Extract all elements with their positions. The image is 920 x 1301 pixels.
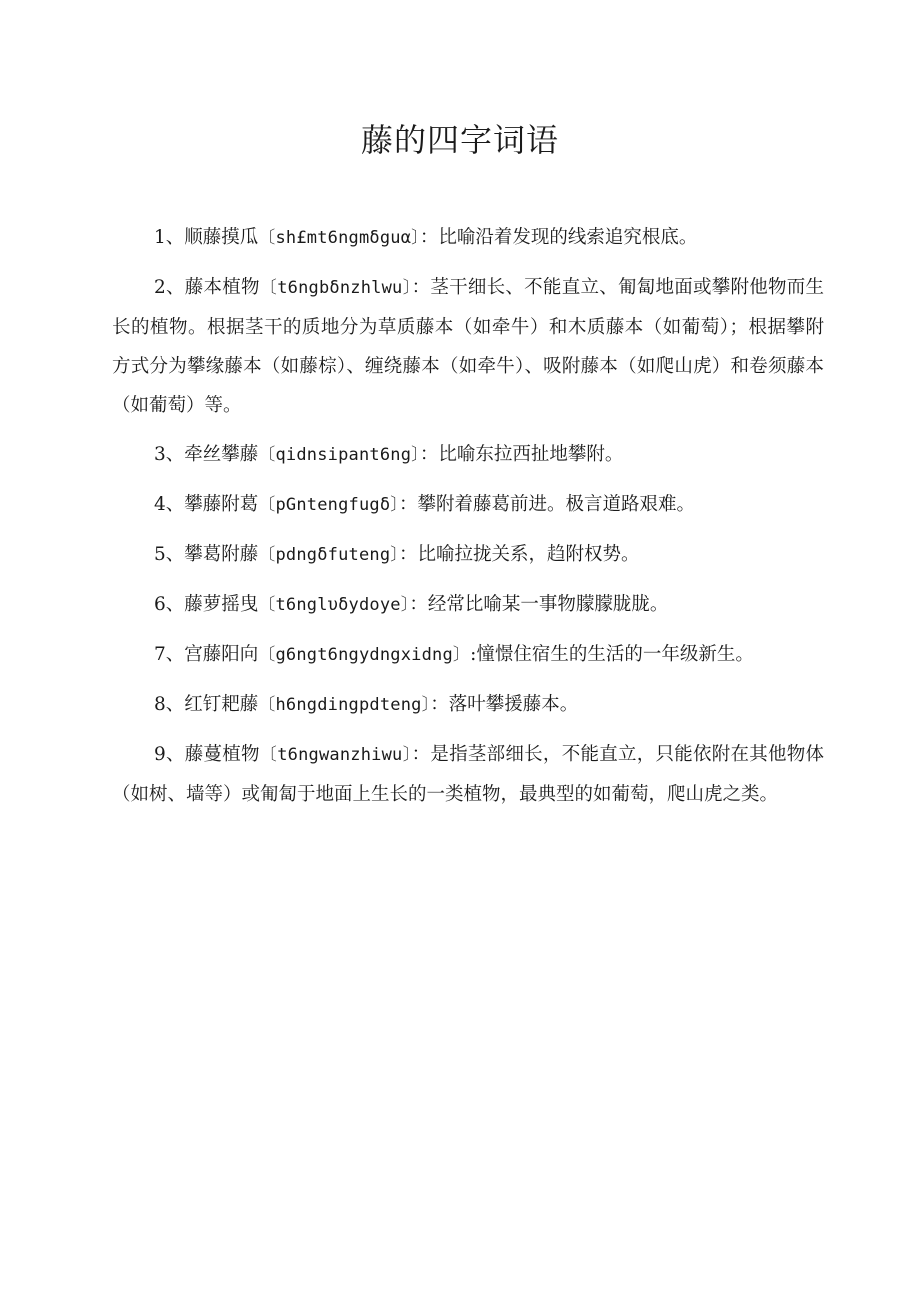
entry-definition: ：攀附着藤葛前进。极言道路艰难。	[398, 494, 695, 515]
entry-number: 1、	[154, 227, 185, 248]
entry-definition: ：比喻东拉西扯地攀附。	[419, 444, 624, 465]
entry-3	[112, 435, 824, 475]
page-title: 藤的四字词语	[360, 121, 559, 159]
entry-word: 藤蔓植物	[184, 744, 260, 765]
entry-word: 宫藤阳向	[184, 644, 259, 665]
entry-word: 顺藤摸瓜	[184, 227, 259, 248]
entry-pinyin: 〔qidnsipant6ng〕	[258, 445, 420, 465]
entry-number: 7、	[154, 644, 185, 665]
entry-word: 红钉耙藤	[184, 694, 259, 715]
entry-pinyin: 〔h6ngdingpdteng〕	[258, 695, 431, 715]
entry-8	[112, 685, 824, 725]
entry-number: 8、	[154, 694, 185, 715]
entry-5	[112, 535, 824, 575]
entry-number: 6、	[154, 594, 185, 615]
entry-number: 5、	[154, 544, 185, 565]
entry-6	[112, 585, 824, 625]
entry-pinyin: 〔t6ngwanzhiwu〕	[259, 745, 412, 765]
entry-1	[112, 218, 824, 258]
entry-pinyin: 〔t6nglυδydoye〕	[258, 595, 410, 615]
entry-word: 攀藤附葛	[184, 494, 259, 515]
entry-definition: :憧憬住宿生的生活的一年级新生。	[470, 644, 754, 665]
entry-definition: ：落叶攀援藤本。	[430, 694, 579, 715]
entry-2	[112, 268, 824, 425]
entry-definition: ：比喻拉拢关系，趋附权势。	[398, 544, 640, 565]
entry-definition: ：比喻沿着发现的线索追究根底。	[419, 227, 698, 248]
entry-9	[112, 735, 824, 814]
entry-list	[112, 218, 824, 824]
entry-word: 攀葛附藤	[184, 544, 259, 565]
entry-pinyin: 〔t6ngbδnzhlwu〕	[259, 278, 412, 298]
entry-number: 3、	[154, 444, 185, 465]
entry-definition: ：经常比喻某一事物朦朦胧胧。	[409, 594, 669, 615]
entry-pinyin: 〔pdngδfuteng〕	[258, 545, 399, 565]
entry-word: 藤萝摇曳	[184, 594, 259, 615]
entry-pinyin: 〔g6ngt6ngydngxidng〕	[258, 645, 471, 665]
entry-definition: ：是指茎部细长，不能直立，只能依附在其他物体（如树、墙等）或匍匐于地面上生长的一类植物，最典型的如葡萄，爬山虎之类。	[112, 744, 824, 805]
entry-7	[112, 635, 824, 675]
entry-4	[112, 485, 824, 525]
entry-pinyin: 〔sh£mt6ngmδguα〕	[258, 228, 420, 248]
entry-word: 牵丝攀藤	[184, 444, 259, 465]
entry-definition: ：茎干细长、不能直立、匍匐地面或攀附他物而生长的植物。根据茎干的质地分为草质藤本（如牵牛）和木质藤本（如葡萄）；根据攀附方式分为攀缘藤本（如藤棕）、缠绕藤本（如牵牛）、吸附藤本（如爬山虎）和卷须藤本（如葡萄）等。	[112, 277, 824, 416]
entry-word: 藤本植物	[184, 277, 260, 298]
entry-number: 2、	[154, 277, 185, 298]
entry-pinyin: 〔pGntengfugδ〕	[258, 495, 399, 515]
entry-number: 4、	[154, 494, 185, 515]
entry-number: 9、	[154, 744, 185, 765]
